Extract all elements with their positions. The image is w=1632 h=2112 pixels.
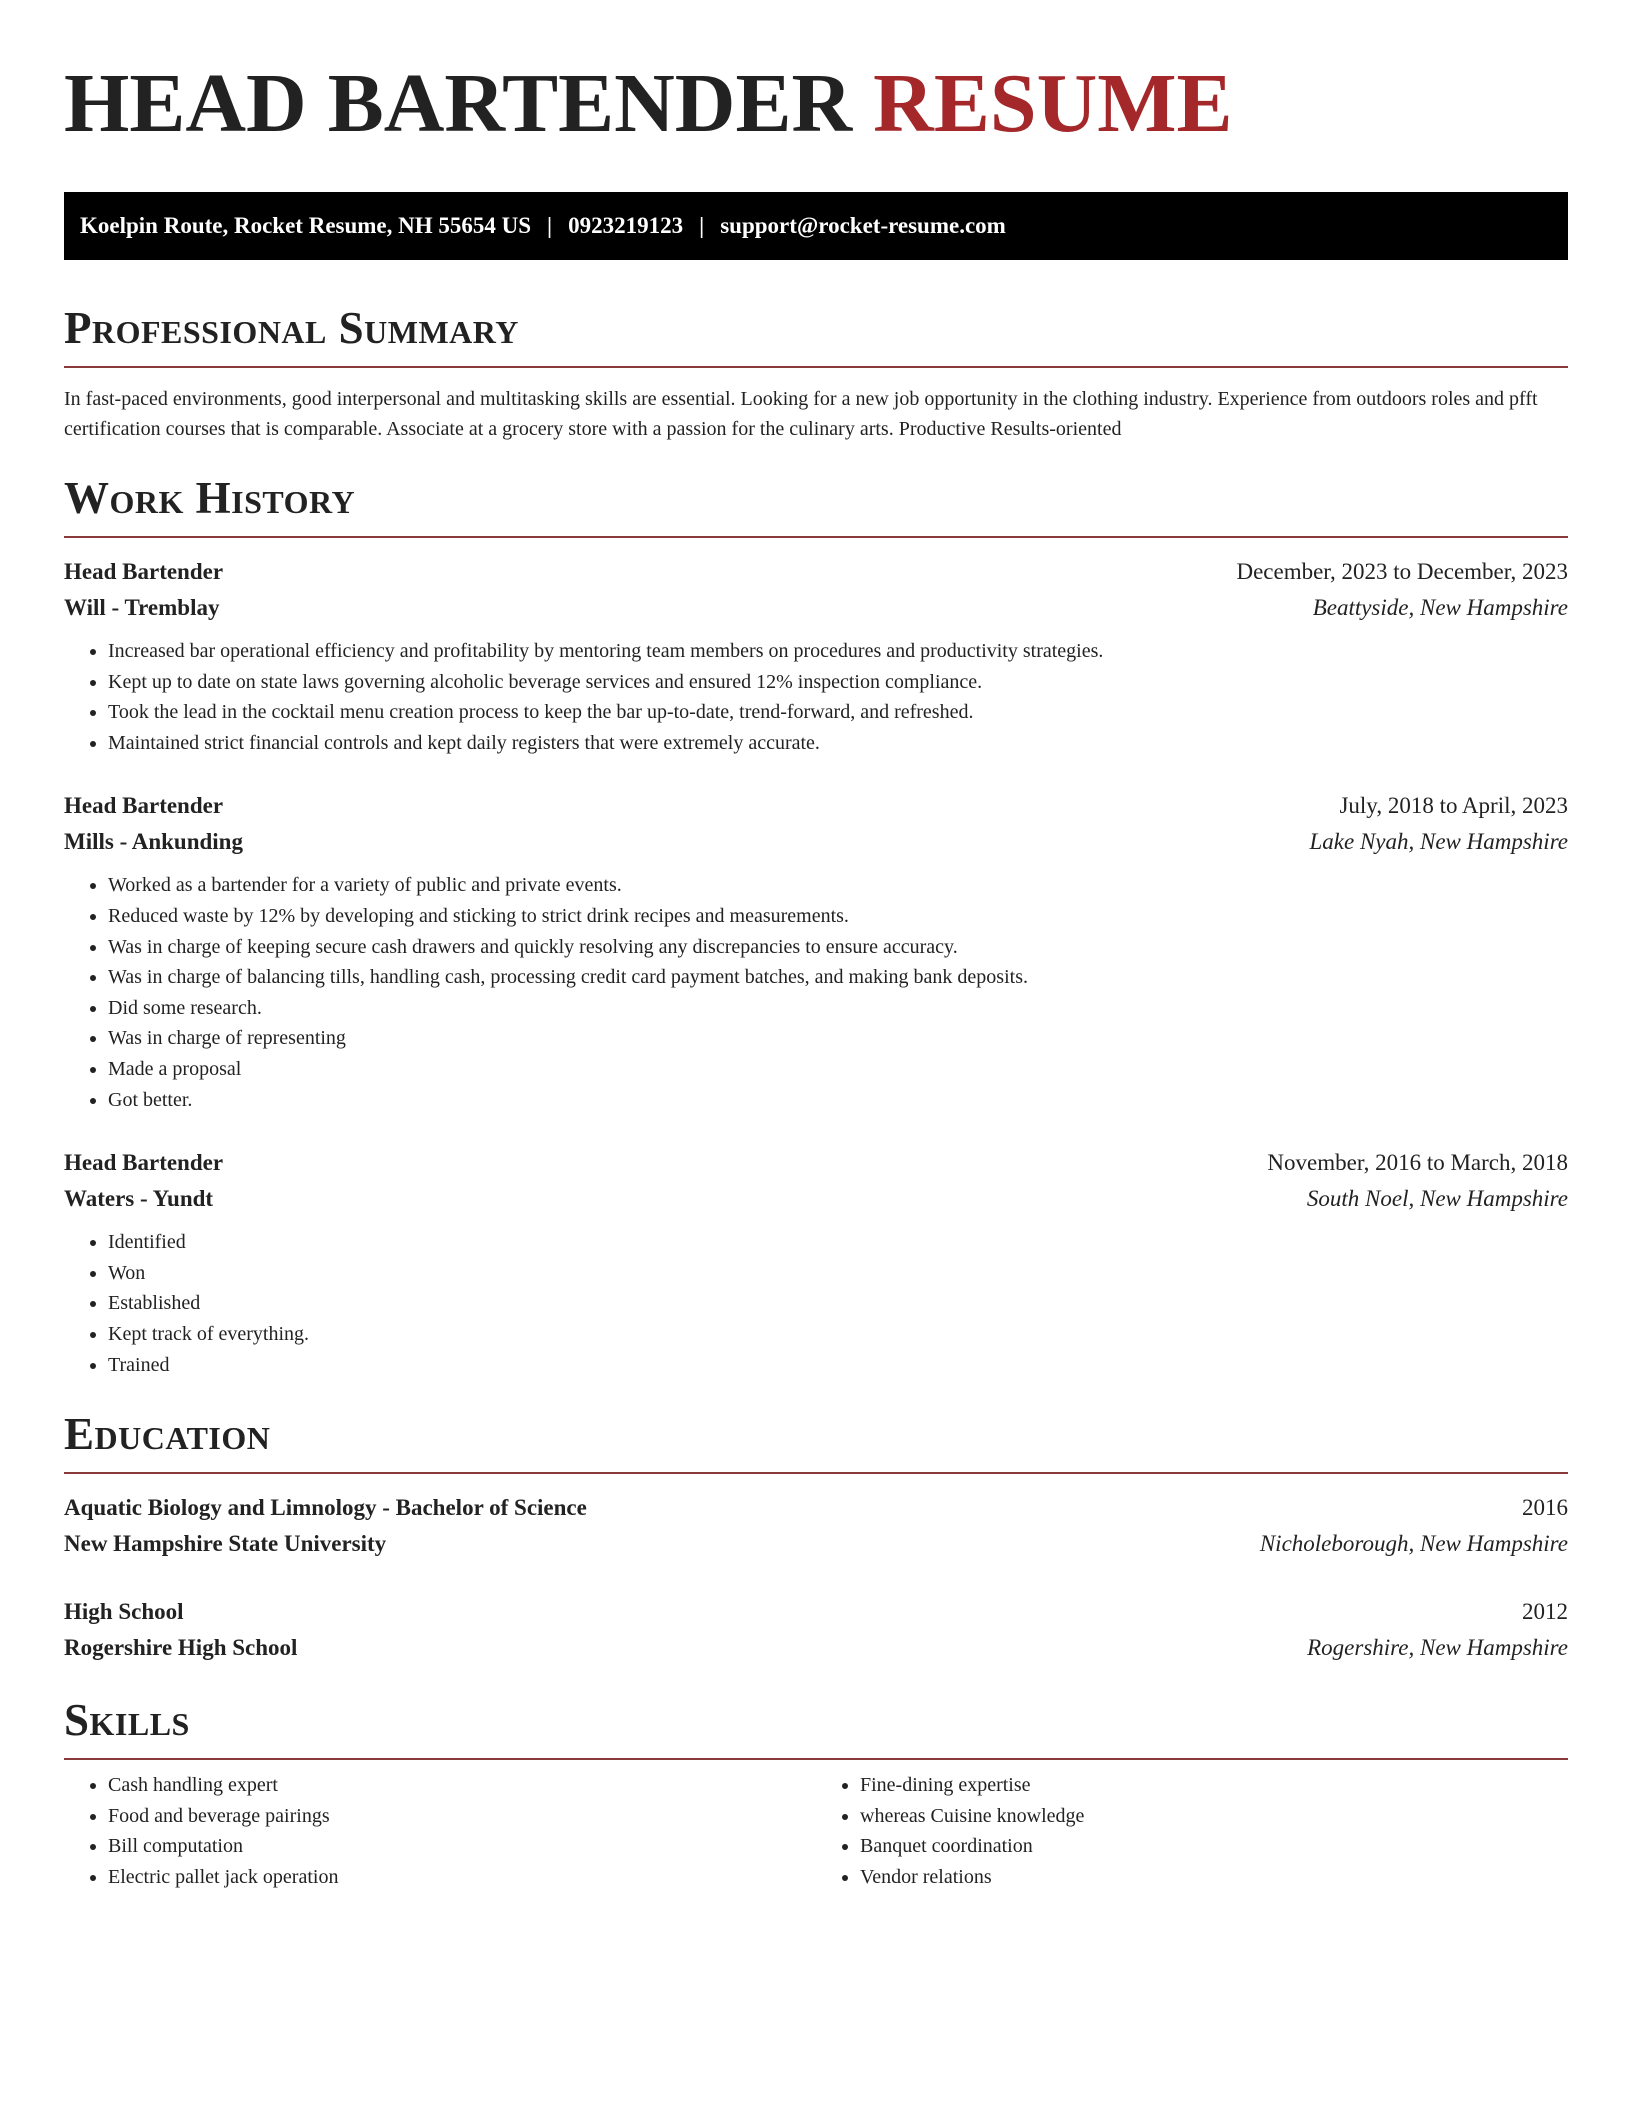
- job-bullet: • Was in charge of keeping secure cash drawers and quickly resolving any discrepancies to ensure accuracy.: [108, 932, 1568, 963]
- job-bullet: • Reduced waste by 12% by developing and sticking to strict drink recipes and measurements.: [108, 901, 1568, 932]
- education-header-row: [64, 1490, 1568, 1526]
- education-school: New Hampshire State University: [64, 1531, 387, 1557]
- summary-text: In fast-paced environments, good interpersonal and multitasking skills are essential. Looking for a new job opportunity in the clothing industry. Experience from outdoors roles and pfft certification courses that is comparable. Associate at a grocery store with a passion for the culinary arts. Productive Results-oriented: [64, 388, 1538, 440]
- job-entry: [64, 788, 1568, 1115]
- education-year: 2016: [1522, 1495, 1568, 1521]
- job-bullet: • Was in charge of representing: [108, 1023, 1568, 1054]
- skills-section: [64, 1694, 1568, 1892]
- contact-address: Koelpin Route, Rocket Resume, NH 55654 US: [80, 213, 532, 238]
- contact-email: support@rocket-resume.com: [720, 213, 1006, 238]
- job-bullet: • Increased bar operational efficiency and profitability by mentoring team members on procedures and productivity strategies.: [108, 636, 1568, 667]
- title-accent: RESUME: [873, 57, 1233, 150]
- job-bullet: • Kept up to date on state laws governing alcoholic beverage services and ensured 12% inspection compliance.: [108, 667, 1568, 698]
- job-location: Lake Nyah, New Hampshire: [1309, 829, 1568, 855]
- education-subheader-row: [64, 1630, 1568, 1666]
- job-company: Mills - Ankunding: [64, 829, 243, 855]
- job-bullet: • Maintained strict financial controls and kept daily registers that were extremely accurate.: [108, 728, 1568, 759]
- skill-item: • Electric pallet jack operation: [108, 1862, 816, 1893]
- job-bullet: • Was in charge of balancing tills, handling cash, processing credit card payment batches, and making bank deposits.: [108, 962, 1568, 993]
- job-bullet: • Trained: [108, 1350, 1568, 1381]
- skill-item: • Bill computation: [108, 1831, 816, 1862]
- summary-heading: Professional Summary: [64, 303, 519, 353]
- resume-title: [64, 56, 1568, 152]
- contact-bar: [64, 192, 1568, 260]
- section-divider: [64, 1758, 1568, 1760]
- education-section: [64, 1408, 1568, 1666]
- job-header-row: [64, 788, 1568, 824]
- skill-item: • Cash handling expert: [108, 1770, 816, 1801]
- job-subheader-row: [64, 590, 1568, 626]
- job-entry: [64, 554, 1568, 758]
- job-bullet: • Established: [108, 1288, 1568, 1319]
- title-main: HEAD BARTENDER: [64, 57, 853, 150]
- job-bullet: • Got better.: [108, 1085, 1568, 1116]
- skills-heading: Skills: [64, 1695, 190, 1746]
- education-year: 2012: [1522, 1599, 1568, 1625]
- contact-separator: |: [547, 213, 553, 238]
- skills-list-left: [64, 1770, 816, 1892]
- job-bullet: • Worked as a bartender for a variety of public and private events.: [108, 870, 1568, 901]
- skills-list-right: [816, 1770, 1568, 1892]
- education-degree: High School: [64, 1599, 184, 1625]
- job-subheader-row: [64, 824, 1568, 860]
- contact-separator: |: [699, 213, 705, 238]
- job-company: Waters - Yundt: [64, 1186, 214, 1212]
- work-history-section: [64, 472, 1568, 1380]
- job-location: South Noel, New Hampshire: [1306, 1186, 1568, 1212]
- job-location: Beattyside, New Hampshire: [1312, 595, 1568, 620]
- education-heading: Education: [64, 1409, 271, 1460]
- job-title: Head Bartender: [64, 1150, 224, 1176]
- job-dates: November, 2016 to March, 2018: [1267, 1150, 1568, 1176]
- job-bullet: • Identified: [108, 1227, 1568, 1258]
- skill-item: • Vendor relations: [860, 1862, 1568, 1893]
- contact-phone: 0923219123: [568, 213, 684, 238]
- job-bullet: • Took the lead in the cocktail menu creation process to keep the bar up-to-date, trend-forward, and refreshed.: [108, 697, 1568, 728]
- job-bullets: [64, 1227, 1568, 1380]
- skill-item: • Fine-dining expertise: [860, 1770, 1568, 1801]
- education-degree: Aquatic Biology and Limnology - Bachelor of Science: [64, 1495, 587, 1521]
- skill-item: • Food and beverage pairings: [108, 1801, 816, 1832]
- work-history-heading: Work History: [64, 473, 356, 523]
- job-bullet: • Kept track of everything.: [108, 1319, 1568, 1350]
- section-divider: [64, 1472, 1568, 1474]
- summary-section: [64, 302, 1568, 444]
- education-entry: [64, 1594, 1568, 1666]
- job-dates: December, 2023 to December, 2023: [1236, 559, 1568, 584]
- education-subheader-row: [64, 1526, 1568, 1562]
- job-header-row: [64, 554, 1568, 590]
- job-company: Will - Tremblay: [64, 595, 220, 620]
- section-divider: [64, 536, 1568, 538]
- job-bullet: • Made a proposal: [108, 1054, 1568, 1085]
- skills-grid: [64, 1770, 1568, 1892]
- job-subheader-row: [64, 1181, 1568, 1217]
- skill-item: • Banquet coordination: [860, 1831, 1568, 1862]
- job-dates: July, 2018 to April, 2023: [1339, 793, 1568, 819]
- education-school: Rogershire High School: [64, 1635, 298, 1661]
- education-location: Nicholeborough, New Hampshire: [1259, 1531, 1568, 1557]
- education-header-row: [64, 1594, 1568, 1630]
- section-divider: [64, 366, 1568, 368]
- skill-item: • whereas Cuisine knowledge: [860, 1801, 1568, 1832]
- job-bullet: • Won: [108, 1258, 1568, 1289]
- education-location: Rogershire, New Hampshire: [1307, 1635, 1568, 1661]
- education-entry: [64, 1490, 1568, 1562]
- job-title: Head Bartender: [64, 559, 224, 584]
- job-header-row: [64, 1145, 1568, 1181]
- job-bullet: • Did some research.: [108, 993, 1568, 1024]
- job-title: Head Bartender: [64, 793, 224, 819]
- job-entry: [64, 1145, 1568, 1380]
- job-bullets: [64, 636, 1568, 758]
- job-bullets: [64, 870, 1568, 1115]
